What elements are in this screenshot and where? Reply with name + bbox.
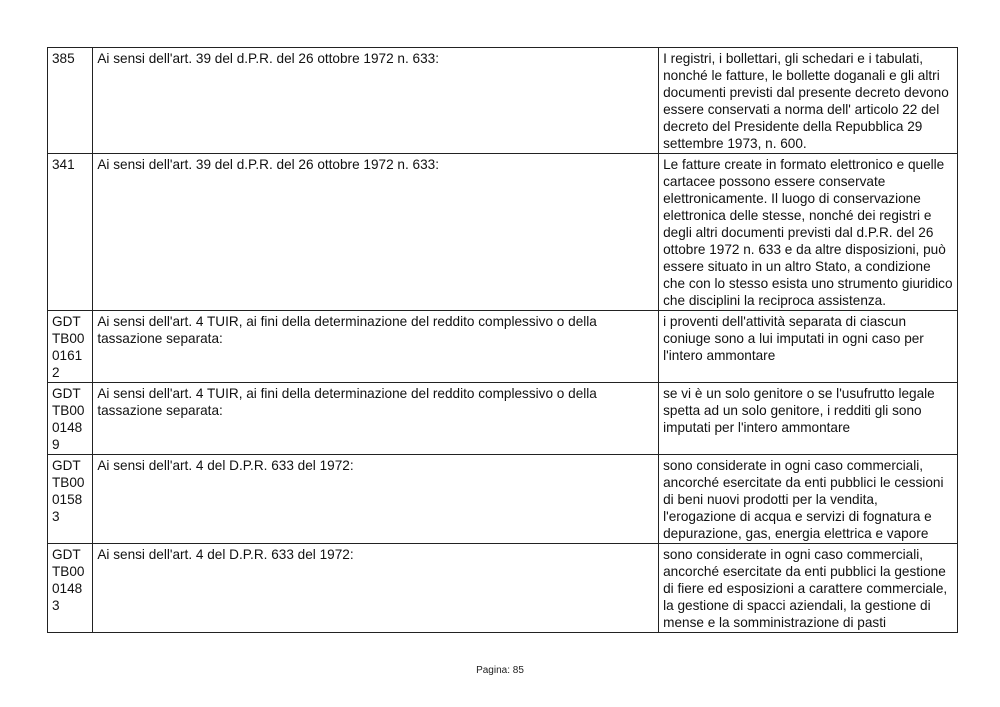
row-question: Ai sensi dell'art. 39 del d.P.R. del 26 ottobre 1972 n. 633: — [93, 154, 659, 311]
row-id: 385 — [48, 48, 93, 154]
table-row — [48, 455, 958, 544]
row-id: GDTTB0001583 — [48, 455, 93, 544]
row-answer: Le fatture create in formato elettronico e quelle cartacee possono essere conservate elettronicamente. Il luogo di conservazione elettronica delle stesse, nonché dei registri e degli altri documenti previsti dal d.P.R. del 26 ottobre 1972 n. 633 e da altre disposizioni, può essere situato in un altro Stato, a condizione che con lo stesso esista uno strumento giuridico che disciplini la reciproca assistenza. — [659, 154, 958, 311]
table-row — [48, 383, 958, 455]
table-row — [48, 544, 958, 633]
questions-table — [47, 47, 958, 633]
row-question: Ai sensi dell'art. 4 del D.P.R. 633 del 1972: — [93, 544, 659, 633]
row-question: Ai sensi dell'art. 4 TUIR, ai fini della determinazione del reddito complessivo o della tassazione separata: — [93, 311, 659, 383]
table-row — [48, 48, 958, 154]
row-id: GDTTB0001483 — [48, 544, 93, 633]
row-question: Ai sensi dell'art. 4 TUIR, ai fini della determinazione del reddito complessivo o della tassazione separata: — [93, 383, 659, 455]
table-row — [48, 154, 958, 311]
row-answer: se vi è un solo genitore o se l'usufrutto legale spetta ad un solo genitore, i redditi gli sono imputati per l'intero ammontare — [659, 383, 958, 455]
row-answer: sono considerate in ogni caso commerciali, ancorché esercitate da enti pubblici le cessioni di beni nuovi prodotti per la vendita, l'erogazione di acqua e servizi di fognatura e depurazione, gas, energia elettrica e vapore — [659, 455, 958, 544]
row-answer: sono considerate in ogni caso commerciali, ancorché esercitate da enti pubblici la gestione di fiere ed esposizioni a carattere commerciale, la gestione di spacci aziendali, la gestione di mense e la somministrazione di pasti — [659, 544, 958, 633]
row-question: Ai sensi dell'art. 39 del d.P.R. del 26 ottobre 1972 n. 633: — [93, 48, 659, 154]
row-answer: I registri, i bollettari, gli schedari e i tabulati, nonché le fatture, le bollette doganali e gli altri documenti previsti dal presente decreto devono essere conservati a norma dell' articolo 22 del decreto del Presidente della Repubblica 29 settembre 1973, n. 600. — [659, 48, 958, 154]
row-answer: i proventi dell'attività separata di ciascun coniuge sono a lui imputati in ogni caso per l'intero ammontare — [659, 311, 958, 383]
page-number: Pagina: 85 — [476, 665, 524, 676]
row-id: GDTTB0001612 — [48, 311, 93, 383]
row-id: 341 — [48, 154, 93, 311]
row-id: GDTTB0001489 — [48, 383, 93, 455]
table-row — [48, 311, 958, 383]
row-question: Ai sensi dell'art. 4 del D.P.R. 633 del 1972: — [93, 455, 659, 544]
